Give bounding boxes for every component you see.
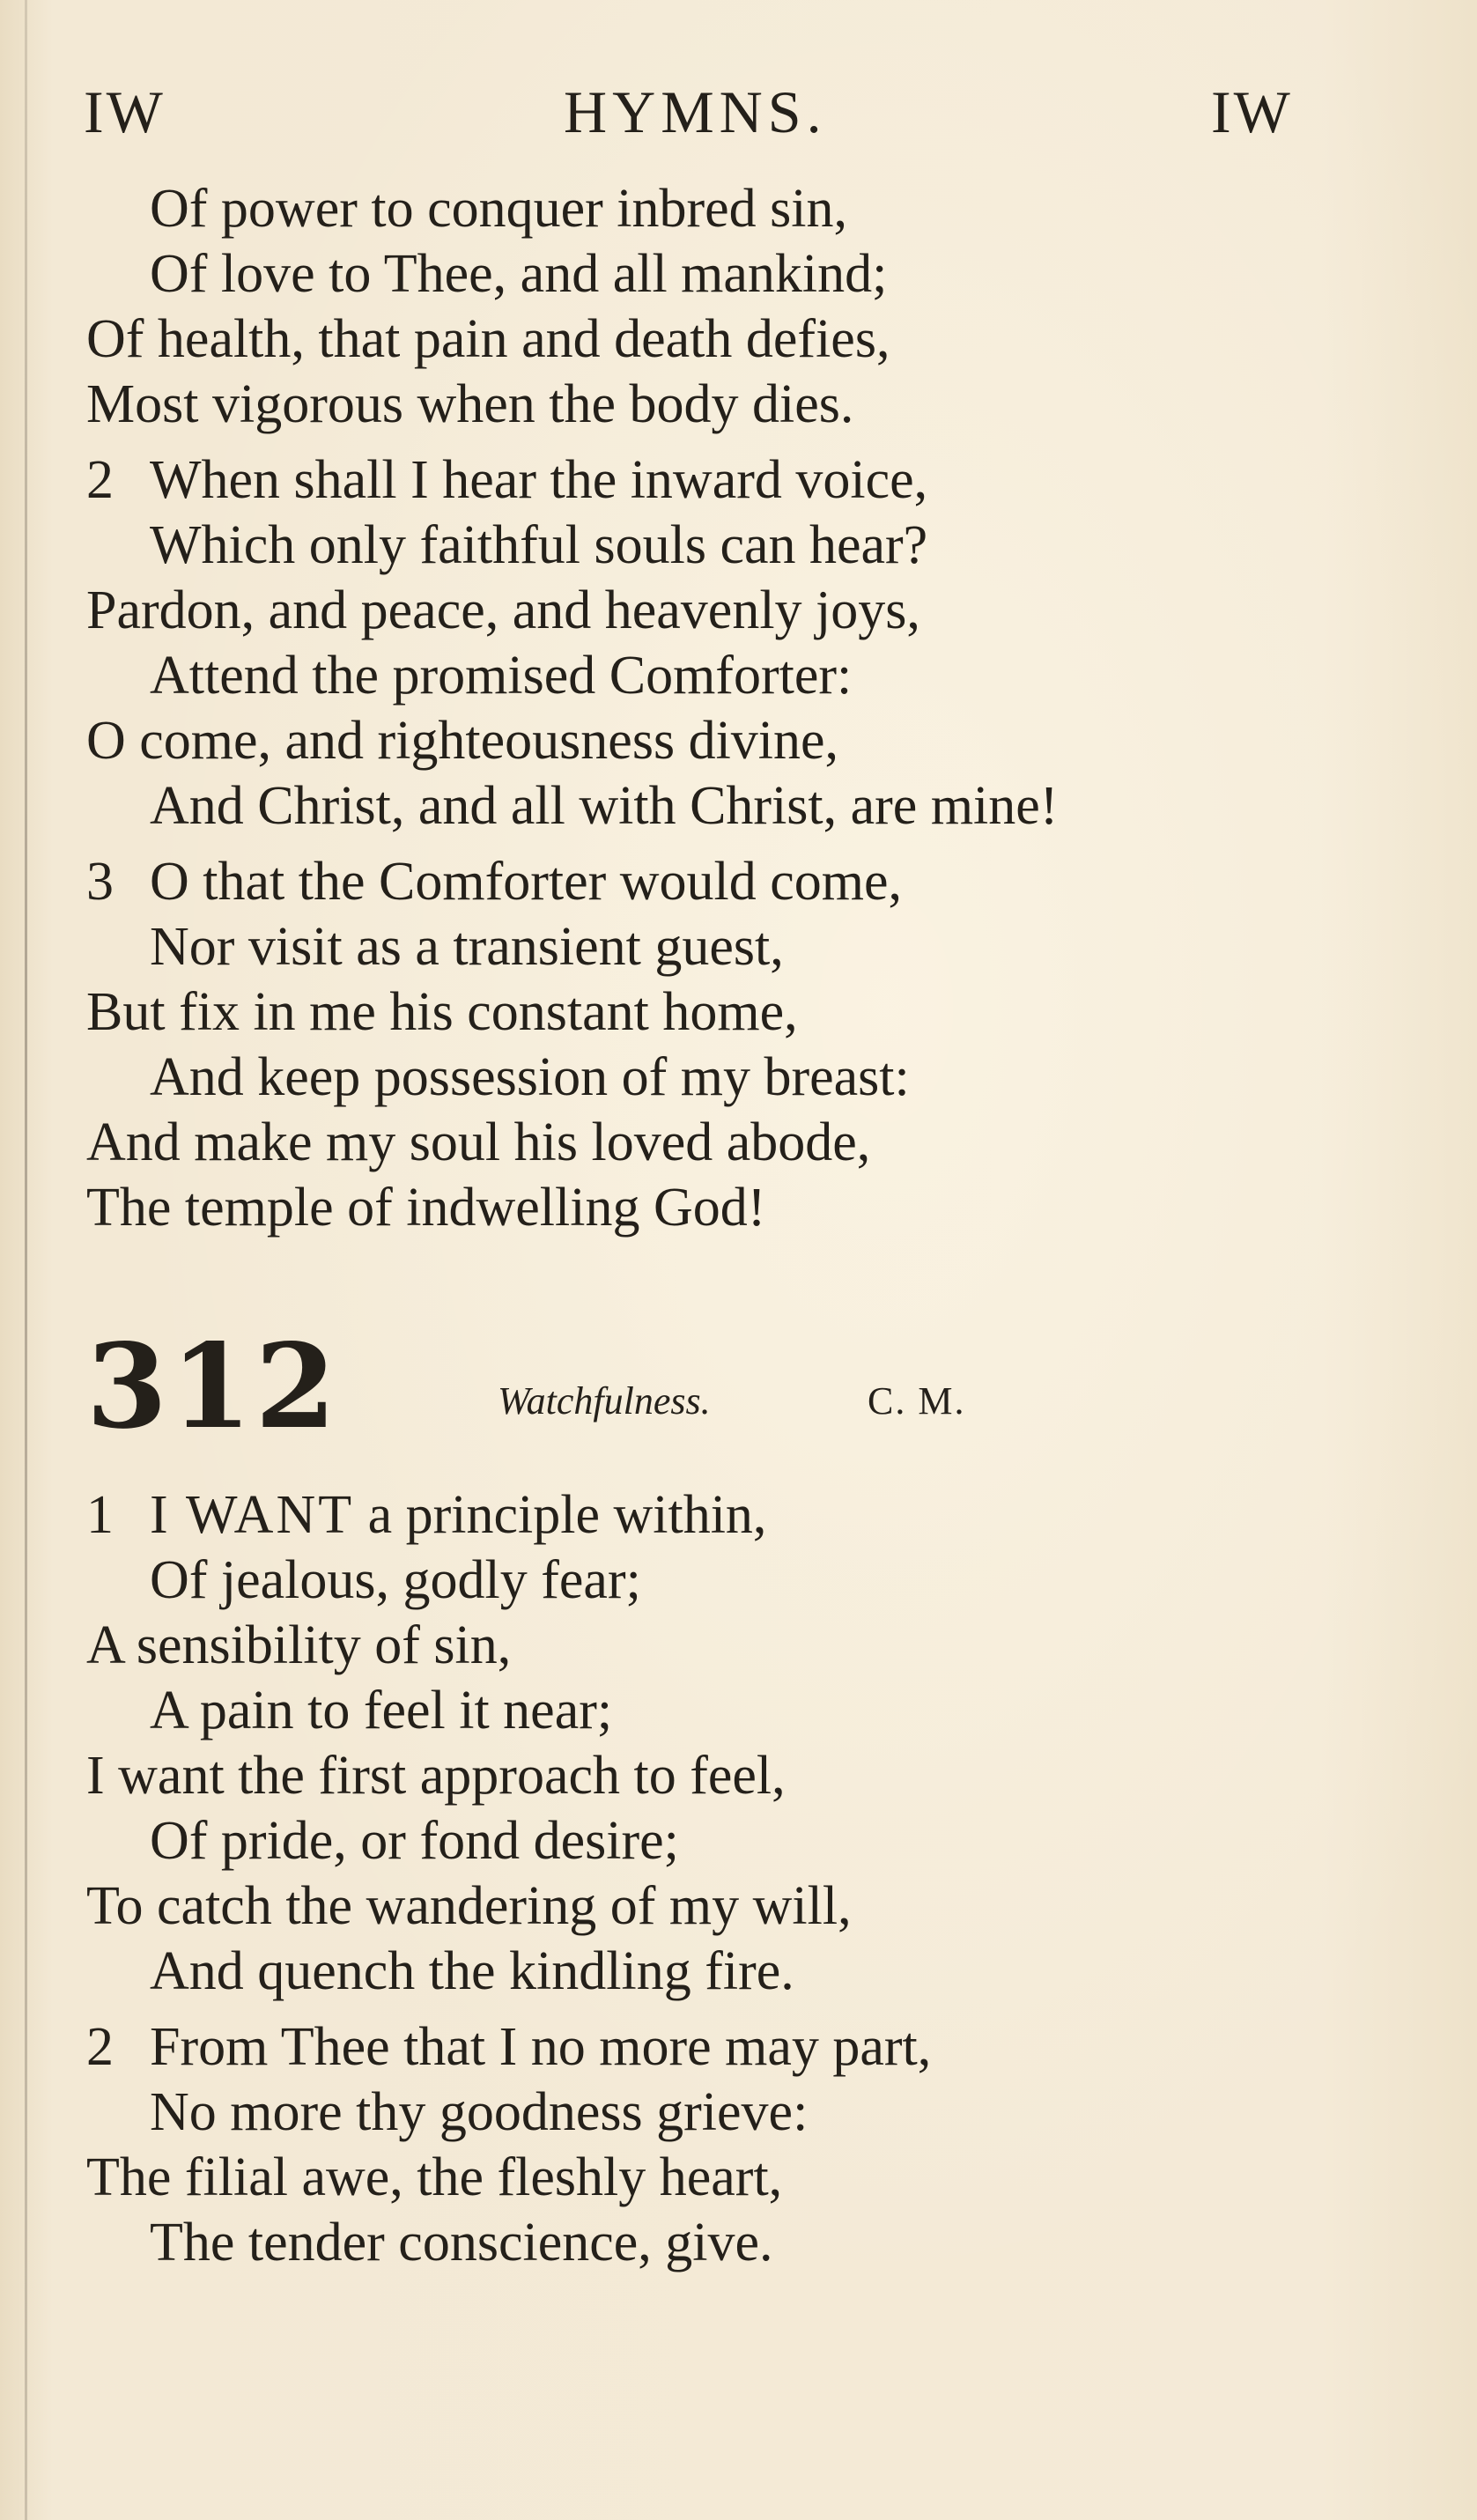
verse-text: A sensibility of sin, [86, 1615, 512, 1675]
verse-number: 2 [86, 450, 114, 510]
verse-number: 1 [86, 1485, 114, 1545]
verse-text: The temple of indwelling God! [86, 1178, 766, 1238]
verse-text: O come, and righteousness divine, [86, 711, 839, 771]
running-head [84, 78, 1317, 148]
verse-text: a principle within, [354, 1485, 767, 1545]
verse-line [150, 773, 1058, 839]
verse-text: The tender conscience, give. [150, 2213, 773, 2272]
running-head-right: IW [1211, 78, 1293, 145]
verse-line [150, 914, 784, 979]
running-head-title: HYMNS. [564, 78, 827, 145]
verse-line [86, 1482, 766, 1548]
verse-line [86, 2014, 931, 2080]
hymn-title: Watchfulness. [498, 1379, 711, 1423]
verse-line [150, 1678, 612, 1743]
verse-line [86, 849, 902, 914]
verse-text: And make my soul his loved abode, [86, 1112, 871, 1172]
verse-text: Attend the promised Comforter: [150, 646, 853, 706]
verse-line [150, 2210, 773, 2275]
verse-text: O that the Comforter would come, [150, 852, 903, 912]
verse-text: To catch the wandering of my will, [86, 1876, 852, 1936]
verse-text: I want the first approach to feel, [86, 1746, 786, 1806]
verse-line [86, 447, 927, 513]
verse-line [150, 2080, 808, 2145]
verse-text: Of jealous, godly fear; [150, 1550, 641, 1610]
verse-text: And keep possession of my breast: [150, 1047, 910, 1107]
verse-text: And quench the kindling fire. [150, 1941, 794, 2001]
verse-text: No more thy goodness grieve: [150, 2082, 809, 2142]
verse-text: When shall I hear the inward voice, [150, 450, 928, 510]
verse-text: Which only faithful souls can hear? [150, 515, 928, 575]
verse-text: Of health, that pain and death defies, [86, 309, 890, 369]
verse-line [150, 1808, 679, 1873]
verse-text: But fix in me his constant home, [86, 982, 798, 1042]
verse-line [86, 979, 798, 1045]
verse-number: 3 [86, 852, 114, 912]
verse-text: A pain to feel it near; [150, 1681, 613, 1740]
verse-line [86, 1175, 765, 1240]
verse-line [86, 578, 920, 643]
verse-line [150, 513, 927, 578]
verse-line [86, 372, 853, 437]
verse-text: From Thee that I no more may part, [150, 2017, 932, 2077]
verse-line [86, 708, 838, 773]
hymn-number: 312 [86, 1319, 340, 1455]
verse-line [86, 2145, 782, 2210]
verse-line [86, 1110, 870, 1175]
verse-text: Of love to Thee, and all mankind; [150, 244, 888, 304]
verse-line [150, 1548, 641, 1613]
running-head-left: IW [84, 78, 166, 145]
verse-line [86, 1613, 511, 1678]
binding-edge [25, 0, 27, 2520]
verse-text: Most vigorous when the body dies. [86, 374, 854, 434]
verse-lead-caps: I WANT [150, 1485, 355, 1545]
verse-line [150, 1939, 794, 2004]
verse-line [86, 176, 847, 241]
verse-text: And Christ, and all with Christ, are mine! [150, 776, 1059, 836]
verse-number: 2 [86, 2017, 114, 2077]
hymn-meter: C. M. [868, 1379, 966, 1423]
verse-line [86, 1743, 786, 1808]
verse-text: Of pride, or fond desire; [150, 1811, 679, 1871]
verse-text: The filial awe, the fleshly heart, [86, 2147, 783, 2207]
verse-line [150, 241, 887, 307]
verse-line [86, 307, 890, 372]
verse-text: Nor visit as a transient guest, [150, 917, 784, 977]
verse-line [150, 643, 852, 708]
verse-text: Pardon, and peace, and heavenly joys, [86, 580, 920, 640]
verse-line [86, 1873, 852, 1939]
verse-line [150, 1045, 910, 1110]
verse-text: Of power to conquer inbred sin, [150, 179, 848, 239]
